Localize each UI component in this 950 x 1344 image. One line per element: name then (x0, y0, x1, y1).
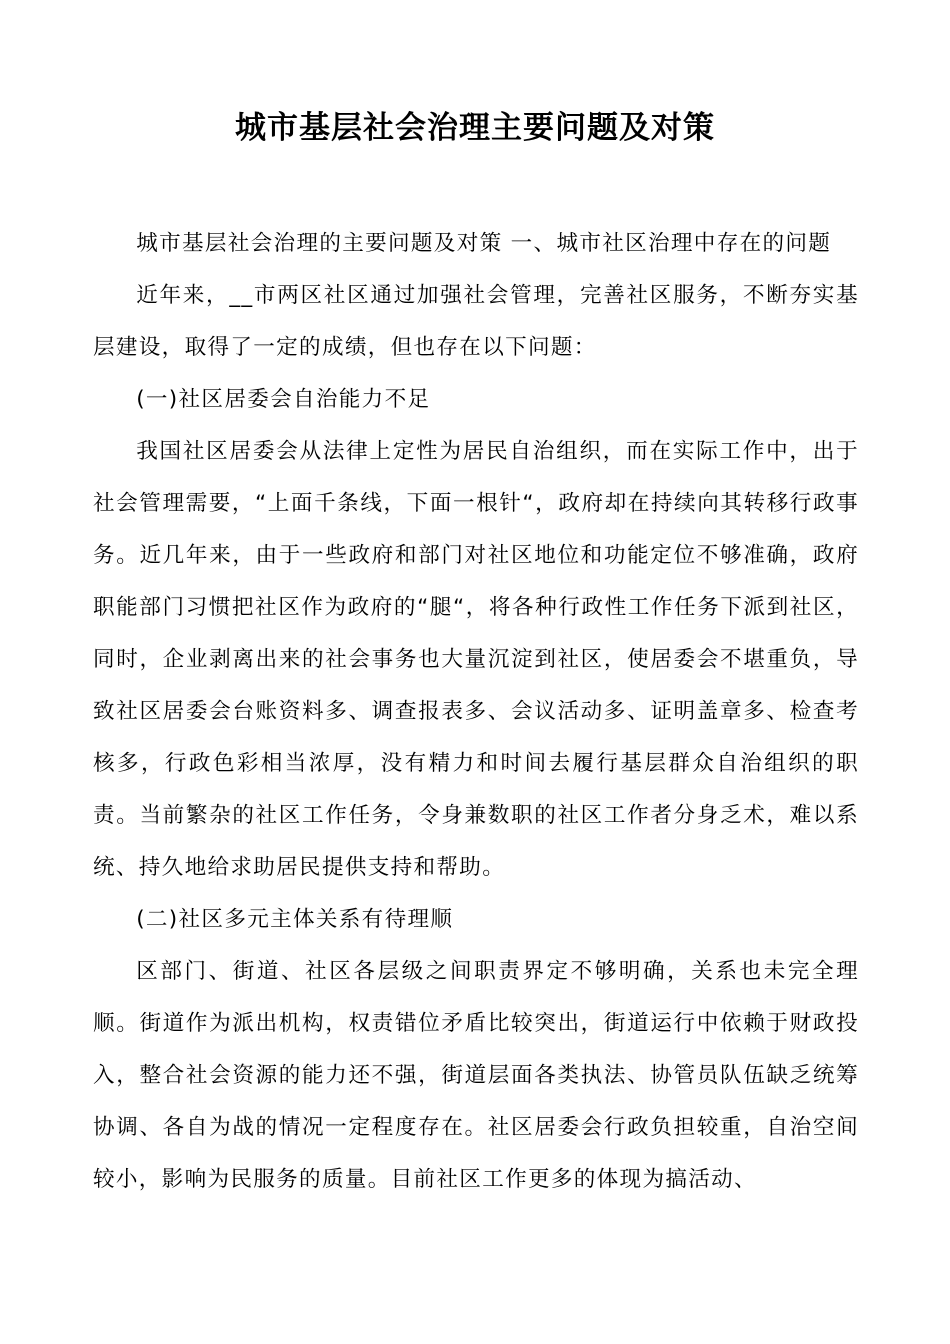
document-title: 城市基层社会治理主要问题及对策 (235, 110, 715, 146)
section-heading-2: (二)社区多元主体关系有待理顺 (136, 907, 454, 932)
document-body (93, 218, 859, 1206)
paragraph-overview: 近年来，__市两区社区通过加强社会管理，完善社区服务，不断夯实基层建设，取得了一定的成绩，但也存在以下问题： (93, 283, 859, 360)
paragraph-intro: 城市基层社会治理的主要问题及对策 一、城市社区治理中存在的问题 (136, 231, 832, 256)
section-heading-1: (一)社区居委会自治能力不足 (136, 387, 431, 412)
paragraph-section-2: 区部门、街道、社区各层级之间职责界定不够明确，关系也未完全理顺。街道作为派出机构，权责错位矛盾比较突出，街道运行中依赖于财政投入，整合社会资源的能力还不强，街道层面各类执法、协管员队伍缺乏统筹协调、各自为战的情况一定程度存在。社区居委会行政负担较重，自治空间较小，影响为民服务的质量。目前社区工作更多的体现为搞活动、 (93, 959, 859, 1192)
paragraph-section-1: 我国社区居委会从法律上定性为居民自治组织，而在实际工作中，出于社会管理需要，“上面千条线，下面一根针“，政府却在持续向其转移行政事务。近几年来，由于一些政府和部门对社区地位和功能定位不够准确，政府职能部门习惯把社区作为政府的“腿“，将各种行政性工作任务下派到社区，同时，企业剥离出来的社会事务也大量沉淀到社区，使居委会不堪重负，导致社区居委会台账资料多、调查报表多、会议活动多、证明盖章多、检查考核多，行政色彩相当浓厚，没有精力和时间去履行基层群众自治组织的职责。当前繁杂的社区工作任务，令身兼数职的社区工作者分身乏术，难以系统、持久地给求助居民提供支持和帮助。 (93, 439, 859, 880)
